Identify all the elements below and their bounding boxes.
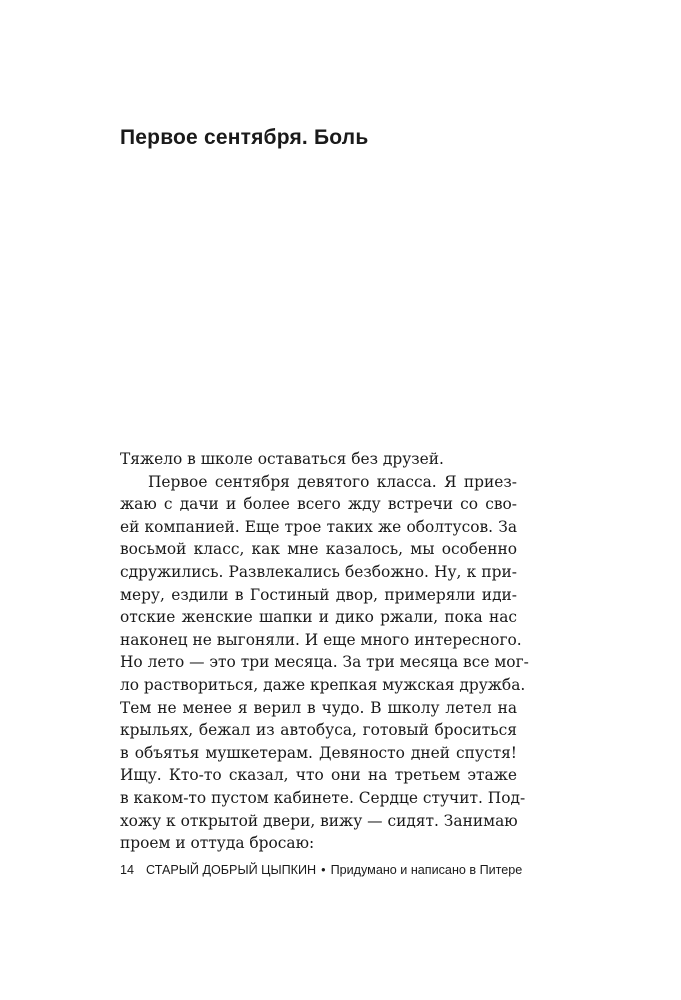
book-subtitle: Придумано и написано в Питере <box>330 863 523 877</box>
text-line: Ищу. Кто-то сказал, что они на третьем этаже <box>120 766 517 785</box>
page-number: 14 <box>120 863 135 877</box>
text-line: жаю с дачи и более всего жду встречи со сво- <box>120 495 517 514</box>
text-line: ей компанией. Еще трое таких же оболтусов. За <box>120 517 517 536</box>
book-title: СТАРЫЙ ДОБРЫЙ ЦЫПКИН <box>146 863 317 877</box>
text-line: ло раствориться, даже крепкая мужская дружба. <box>120 675 526 694</box>
text-line: Тяжело в школе оставаться без друзей. <box>120 450 444 468</box>
text-line: Тем не менее я верил в чудо. В школу летел на <box>120 698 517 717</box>
chapter-title: Первое сентября. Боль <box>120 126 369 149</box>
text-line: хожу к открытой двери, вижу — сидят. Занимаю <box>120 811 518 830</box>
text-line: Но лето — это три месяца. За три месяца все мог- <box>120 653 529 672</box>
body-text <box>120 448 529 855</box>
text-line: Первое сентября девятого класса. Я приез- <box>148 472 517 491</box>
text-line: в каком-то пустом кабинете. Сердце стучит. Под- <box>120 788 526 807</box>
text-line: наконец не выгоняли. И еще много интересного. <box>120 630 522 649</box>
page-footer <box>120 863 523 877</box>
text-line: крыльях, бежал из автобуса, готовый броситься <box>120 721 517 740</box>
text-line: меру, ездили в Гостиный двор, примеряли иди- <box>120 585 517 604</box>
text-line: восьмой класс, как мне казалось, мы особенно <box>120 540 517 559</box>
text-line: проем и оттуда бросаю: <box>120 834 315 853</box>
text-line: в объятья мушкетерам. Девяносто дней спустя! <box>120 743 517 762</box>
text-line: отские женские шапки и дико ржали, пока нас <box>120 608 517 627</box>
footer-separator: • <box>321 863 326 877</box>
text-line: сдружились. Развлекались безбожно. Ну, к при- <box>120 562 517 581</box>
